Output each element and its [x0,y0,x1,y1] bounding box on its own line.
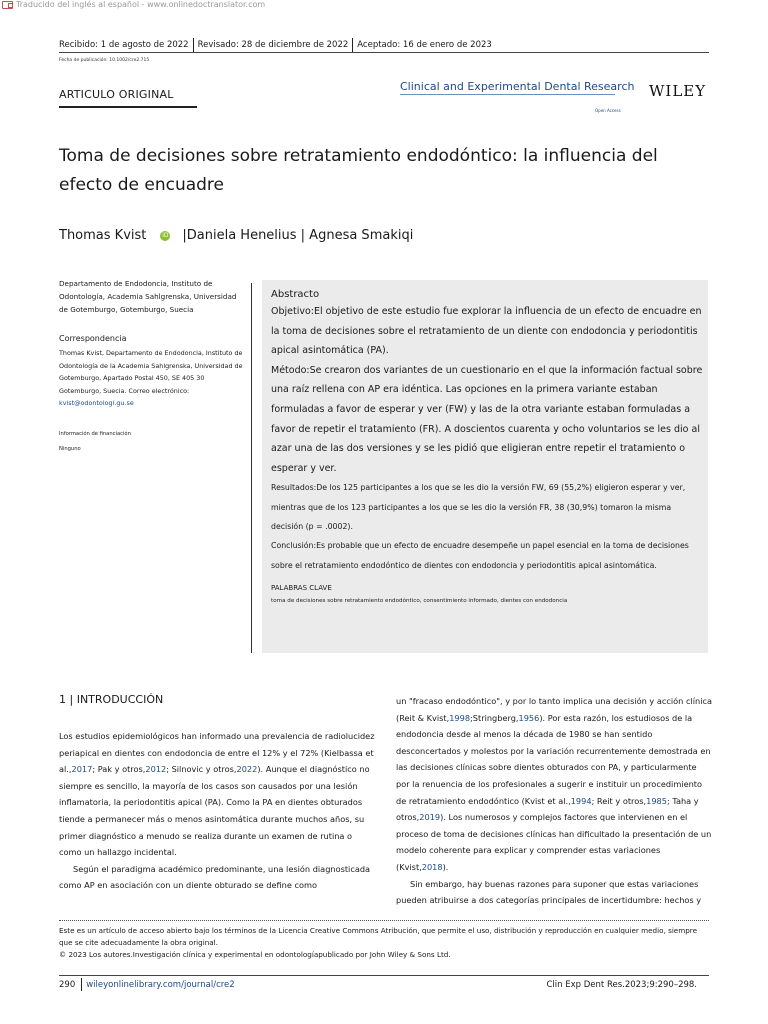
license-note [59,925,709,962]
citation-link[interactable]: 1998 [449,712,471,723]
paragraph: un "fracaso endodóntico", y por lo tanto implica una decisión y acción clínica (Reit & Kvist,1998;Stringberg,1956). Por esta razón, los estudiosos de la endodoncia desde al menos la década de 1980 se han sentido desconcertados y molestos por la variación recurrentemente demostrada en las decisiones clínicas sobre dientes obturados con PA, y particularmente por la renuencia de los profesionales a sugerir e instituir un procedimiento de retratamiento endodóntico (Kvist et al.,1994; Reit y otros,1985; Taha y otros,2019). Los numerosos y complejos factores que intervienen en el proceso de toma de decisiones clínicas han dificultado la presentación de un modelo coherente para explicar y comprender estas variaciones (Kvist,2018). [396,696,712,872]
article-title: Toma de decisiones sobre retratamiento endodóntico: la influencia del efecto de encuadre [59,146,658,195]
translator-text: Traducido del inglés al español - www.onlinedoctranslator.com [16,0,266,9]
received-date: Recibido: 1 de agosto de 2022 [59,40,189,50]
journal-rule [400,94,615,95]
article-dates [59,38,492,52]
funding-text: Ninguno [59,446,81,452]
abstract-results: Resultados:De los 125 participantes a los que se les dio la versión FW, 69 (55,2%) eligieron esperar y ver, mientras que de los 123 participantes a los que se les dio la versión FR, 38 (30,9%) tomaron la misma decisión (p = .0002). [271,483,686,531]
citation-link[interactable]: 1956 [518,712,540,723]
journal-url-link[interactable]: wileyonlinelibrary.com/journal/cre2 [86,979,235,990]
translate-icon [2,1,13,9]
abstract-box [262,280,708,653]
correspondence-heading: Correspondencia [59,334,127,343]
citation-link[interactable]: 2019 [419,812,441,823]
abstract-objective: Objetivo:El objetivo de este estudio fue explorar la influencia de un efecto de encuadre en la toma de decisiones sobre el retratamiento de un diente con endodoncia y periodontitis apical asintomática (PA). [271,306,702,357]
column-divider [251,283,252,653]
page-number: 290 [59,979,76,990]
abstract-method: Método:Se crearon dos variantes de un cuestionario en el que la información factual sobre una raíz rellena con AP era idéntica. Las opciones en la primera variante estaban formuladas a favor de esperar y ver (FW) y las de la otra variante estaban formuladas a favor de repetir el tratamiento (FR). A doscientos cuarenta y ocho voluntarios se les dio al azar una de las dos versiones y se les pidió que eligieran entre repetir el tratamiento o esperar y ver. [271,364,703,474]
keywords: toma de decisiones sobre retratamiento endodóntico, consentimiento informado, dientes con endodoncia [271,597,568,604]
author-thomas-kvist[interactable]: Thomas Kvist [59,228,147,243]
translator-banner[interactable] [2,0,265,9]
section-heading: 1 | INTRODUCCIÓN [59,693,164,706]
abstract-heading: Abstracto [271,289,320,300]
email-link[interactable]: kvist@odontologi.gu.se [59,399,134,407]
paragraph: Los estudios epidemiológicos han informado una prevalencia de radiolucidez periapical en dientes con endodoncia de entre el 12% y el 72% (Kielbassa et al.,2017; Pak y otros,2012; Silnovic y otros,2022). Aunque el diagnóstico no siempre es sencillo, la mayoría de los casos son causados por una lesión inflamatoria, la periodontitis apical (PA). Como la PA en dientes obturados tiende a permanecer más o menos asintomática durante muchos años, su primer diagnóstico a menudo se realiza durante un examen de rutina o como un hallazgo incidental. [59,731,375,858]
funding-heading: Información de financiación [59,431,131,437]
article-type: ARTICULO ORIGINAL [59,88,174,101]
correspondence-body: Thomas Kvist, Departamento de Endodoncia, Instituto de Odontología de la Academia Sahlgrenska, Universidad de Gotemburgo, Apartado Postal 450, SE 405 30 Gotemburgo, Suecia. Correo electrónico: [59,349,243,395]
citation-link[interactable]: 2022 [236,764,258,775]
journal-citation: Clin Exp Dent Res.2023;9:290–298. [546,979,697,990]
journal-name[interactable]: Clinical and Experimental Dental Research [400,80,635,93]
citation-link[interactable]: 1994 [570,795,592,806]
citation-link[interactable]: 1985 [646,795,667,806]
divider [81,978,82,991]
revised-date: Revisado: 28 de diciembre de 2022 [197,40,349,50]
affiliation: Departamento de Endodoncia, Instituto de Odontología, Academia Sahlgrenska, Universidad de Gotemburgo, Gotemburgo, Suecia [59,279,237,314]
orcid-icon[interactable]: iD [162,231,169,239]
body-column-right [396,693,712,909]
correspondence-text [59,347,245,410]
accepted-date: Aceptado: 16 de enero de 2023 [357,40,492,50]
header-rule [59,52,709,53]
citation-link[interactable]: 2012 [145,764,167,775]
page-footer [59,978,709,991]
copyright-text: © 2023 Los autores.Investigación clínica y experimental en odontologíapublicado por John Wiley & Sons Ltd. [59,950,451,960]
citation-link[interactable]: 2018 [421,861,443,872]
paragraph: Según el paradigma académico predominante, una lesión diagnosticada como AP en asociación con un diente obturado se define como [59,863,371,891]
author-list [59,228,413,243]
license-divider [59,920,709,921]
article-type-rule [59,106,197,108]
divider [193,38,194,52]
publication-date: Fecha de publicación: 10.1002/cre2.715 [59,58,150,63]
license-text: Este es un artículo de acceso abierto bajo los términos de la Licencia Creative Commons Atribución, que permite el uso, distribución y reproducción en cualquier medio, siempre que se cite adecuadamente la obra original. [59,926,698,948]
body-column-left [59,728,377,894]
divider [352,38,353,52]
publisher-logo[interactable]: WILEY [649,82,707,100]
open-access-label: Open Access [595,108,621,113]
footer-rule [59,975,709,976]
other-authors[interactable]: |Daniela Henelius | Agnesa Smakiqi [182,228,414,243]
paragraph: Sin embargo, hay buenas razones para suponer que estas variaciones pueden atribuirse a dos categorías principales de incertidumbre: hechos y [396,878,702,906]
abstract-conclusion: Conclusión:Es probable que un efecto de encuadre desempeñe un papel esencial en la toma de decisiones sobre el retratamiento endodóntico de dientes con endodoncia y periodontitis apical asintomática. [271,541,689,570]
citation-link[interactable]: 2017 [71,764,93,775]
keywords-heading: PALABRAS CLAVE [271,583,332,592]
